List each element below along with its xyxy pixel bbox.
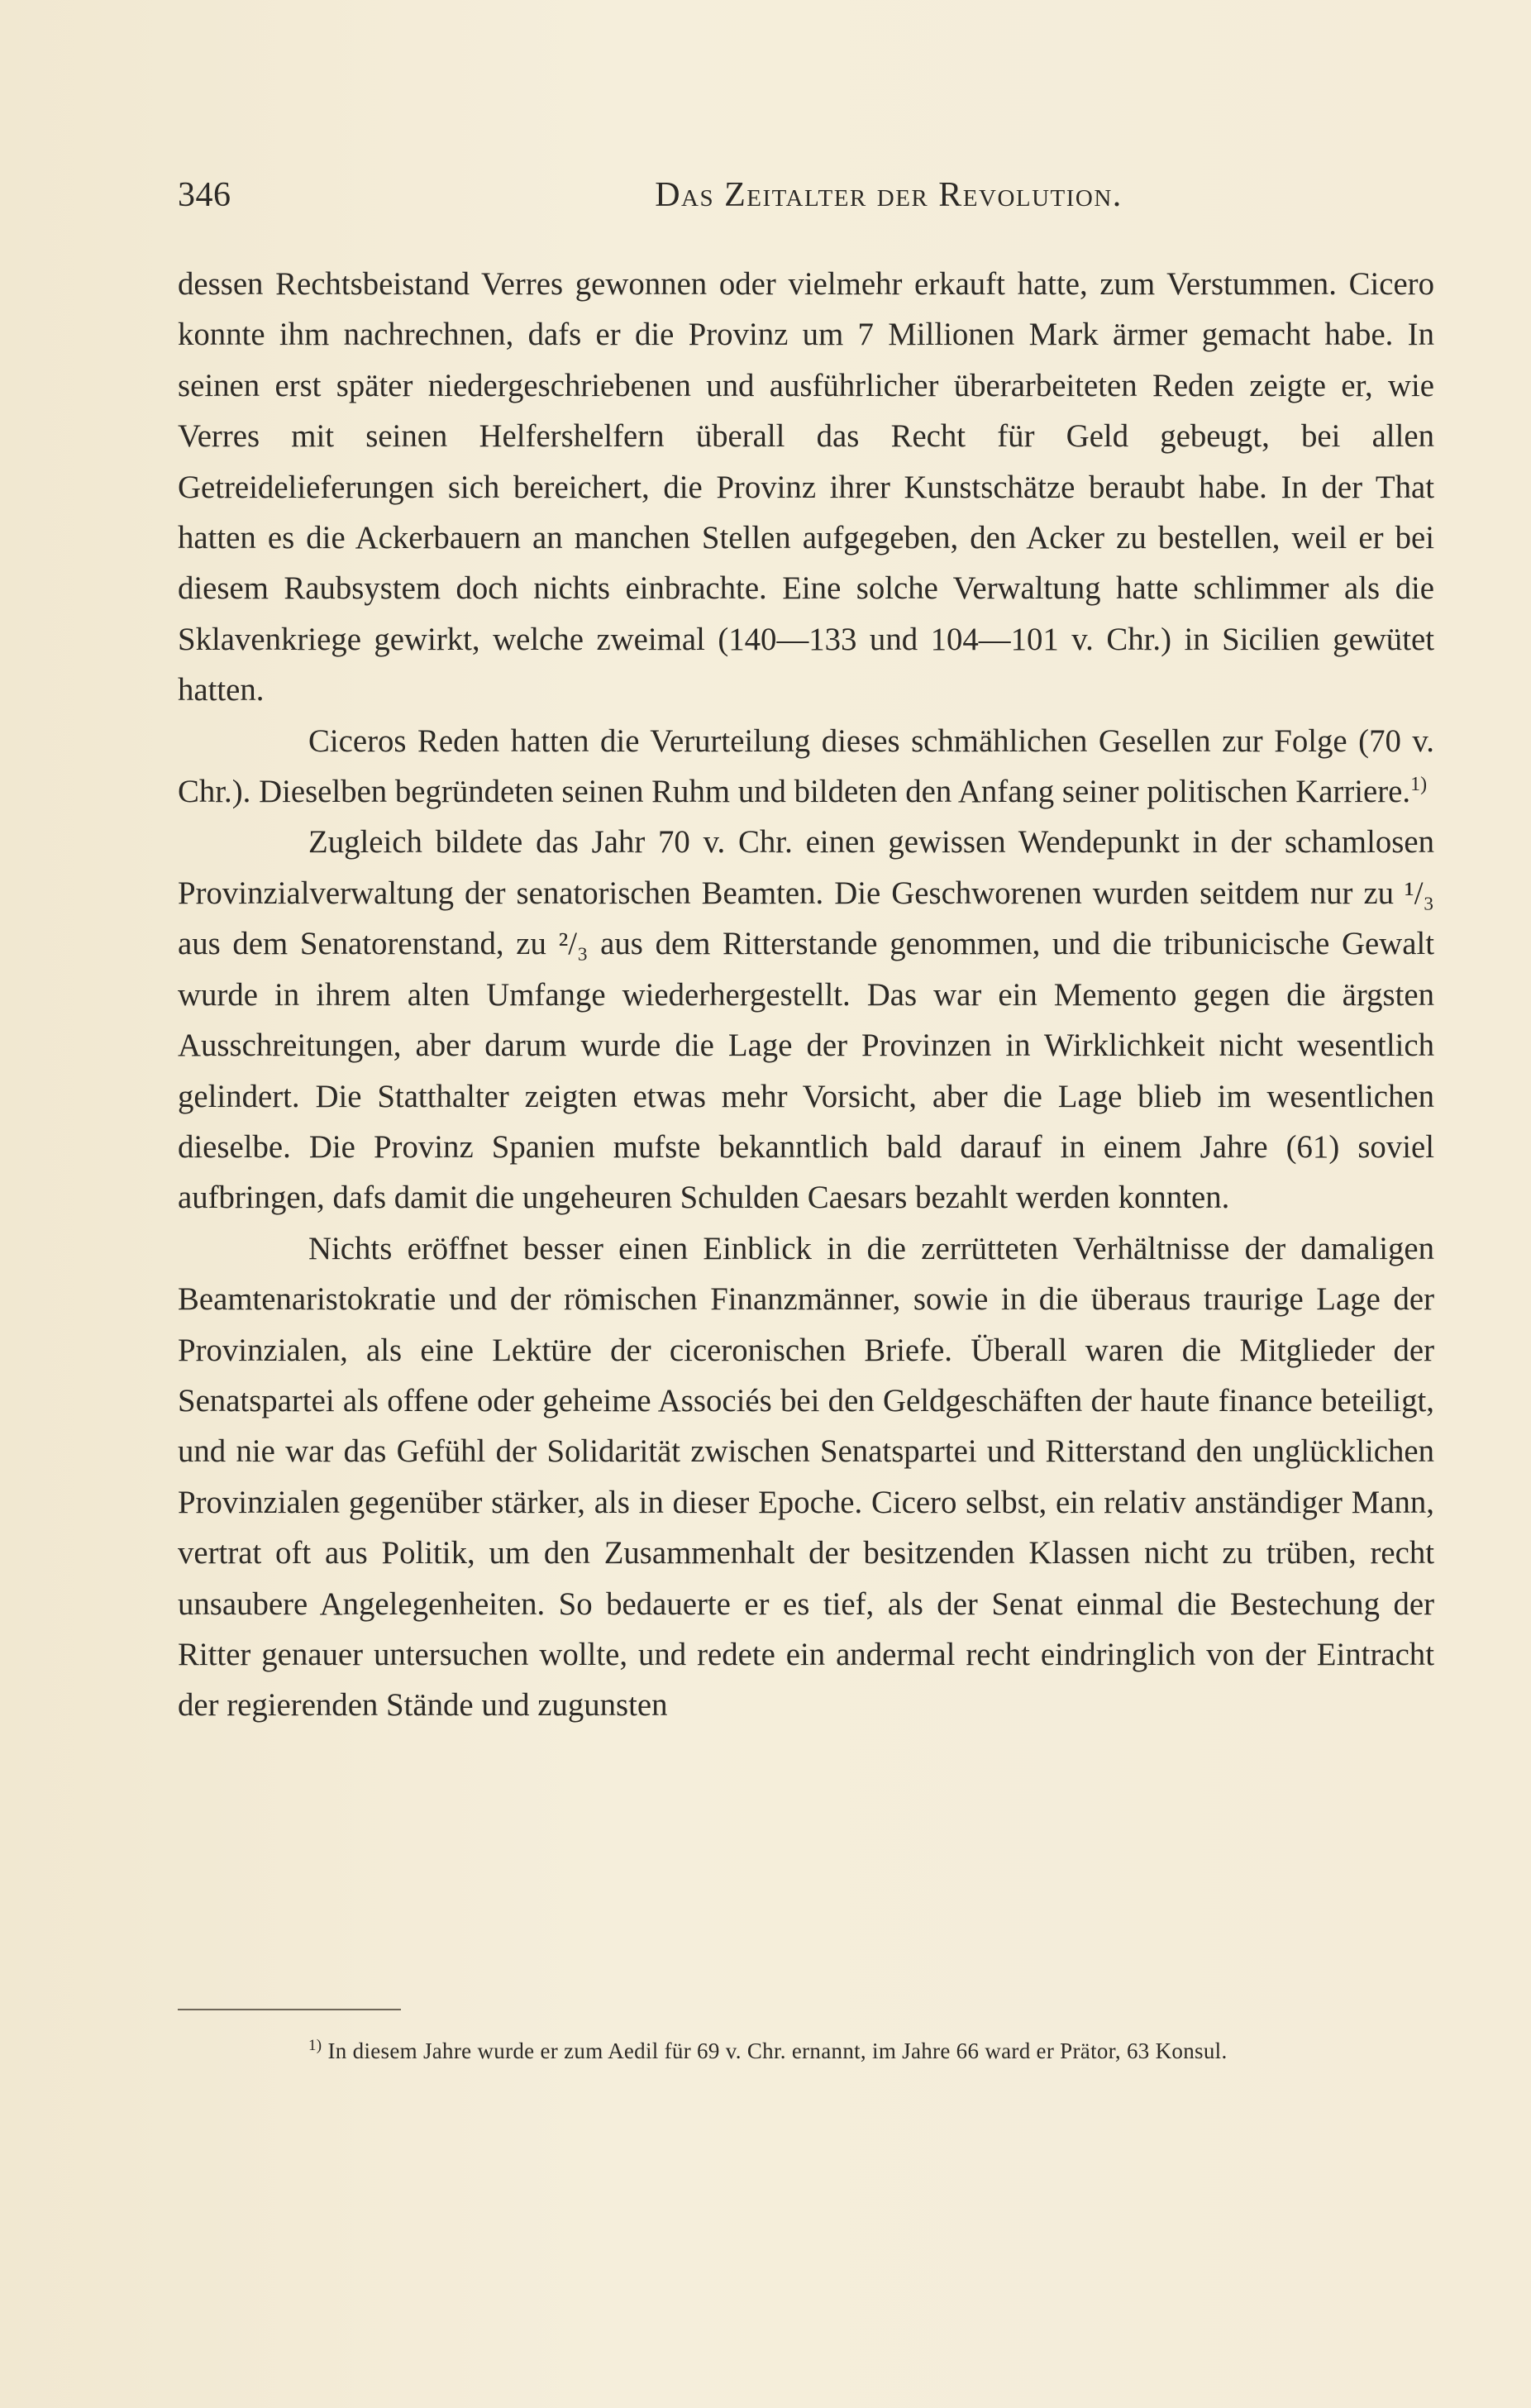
running-title: Das Zeitalter der Revolution. <box>655 176 1123 214</box>
footnote-marker: 1) <box>308 2037 322 2054</box>
paragraph-continuation <box>178 259 1434 716</box>
paragraph-nichts-eroeffnet <box>178 1223 1434 1731</box>
paragraph-text: Ciceros Reden hatten die Verurteilung dieses schmählichen Gesellen zur Folge (70 v. Chr.). Dieselben begründeten seinen Ruhm und bildeten den Anfang seiner politischen Karriere. <box>178 722 1434 810</box>
paragraph-text: dessen Rechtsbeistand Verres gewonnen oder vielmehr erkauft hatte, zum Verstummen. Cicero konnte ihm nachrechnen, dafs er die Provinz um 7 Millionen Mark ärmer gemacht habe. In seinen erst später niedergeschriebenen und ausführlicher überarbeiteten Reden zeigte er, wie Verres mit seinen Helfershelfern überall das Recht für Geld gebeugt, bei allen Getreidelieferungen sich bereichert, die Provinz ihrer Kunstschätze beraubt habe. In der That hatten es die Ackerbauern an manchen Stellen aufgegeben, den Acker zu bestellen, weil er bei diesem Raubsystem doch nichts einbrachte. Eine solche Verwaltung hatte schlimmer als die Sklavenkriege gewirkt, welche zweimal (140—133 und 104—101 v. Chr.) in Sicilien gewütet hatten. <box>178 266 1434 708</box>
body-text <box>178 259 1434 1731</box>
paragraph-text: Nichts eröffnet besser einen Einblick in die zerrütteten Verhältnisse der damaligen Beamtenaristokratie und der römischen Finanzmänner, sowie in die überaus traurige Lage der Provinzialen, als eine Lektüre der ciceronischen Briefe. Überall waren die Mitglieder der Senatspartei als offene oder geheime Associés bei den Geldgeschäften der haute finance beteiligt, und nie war das Gefühl der Solidarität zwischen Senatspartei und Ritterstand den unglücklichen Provinzialen gegenüber stärker, als in dieser Epoche. Cicero selbst, ein relativ anständiger Mann, vertrat oft aus Politik, um den Zusammenhalt der besitzenden Klassen nicht zu trüben, recht unsaubere Angelegenheiten. So bedauerte er es tief, als der Senat einmal die Bestechung der Ritter genauer untersuchen wollte, und redete ein andermal recht eindringlich von der Eintracht der regierenden Stände und zugunsten <box>178 1230 1434 1724</box>
footnote-divider <box>178 2009 401 2010</box>
page-number: 346 <box>178 176 231 214</box>
page-header <box>178 175 1422 225</box>
paragraph-zugleich <box>178 817 1434 1223</box>
footnote <box>178 2034 1434 2068</box>
footnote-reference[interactable]: 1) <box>1410 774 1428 796</box>
footnote-text: In diesem Jahre wurde er zum Aedil für 69 v. Chr. ernannt, im Jahre 66 ward er Prätor, 63 Konsul. <box>327 2038 1228 2063</box>
paragraph-ciceros-reden <box>178 716 1434 818</box>
paragraph-text: Zugleich bildete das Jahr 70 v. Chr. einen gewissen Wendepunkt in der schamlosen Provinzialverwaltung der senatorischen Beamten. Die Geschworenen wurden seitdem nur zu ¹/₃ aus dem Senatorenstand, zu ²/₃ aus dem Ritterstande genommen, und die tribunicische Gewalt wurde in ihrem alten Umfange wiederhergestellt. Das war ein Memento gegen die ärgsten Ausschreitungen, aber darum wurde die Lage der Provinzen in Wirklichkeit nicht wesentlich gelindert. Die Statthalter zeigten etwas mehr Vorsicht, aber die Lage blieb im wesentlichen dieselbe. Die Provinz Spanien mufste bekanntlich bald darauf in einem Jahre (61) soviel aufbringen, dafs damit die ungeheuren Schulden Caesars bezahlt werden konnten. <box>178 824 1434 1216</box>
